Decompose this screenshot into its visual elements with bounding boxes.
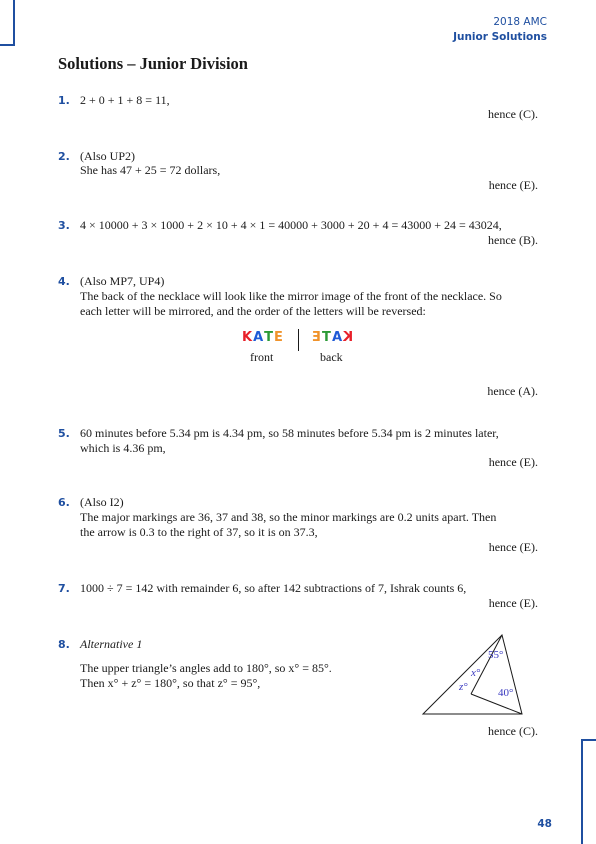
corner-decoration-top	[0, 0, 15, 46]
question-number-6: 6.	[58, 496, 70, 509]
necklace-letter: E	[274, 330, 284, 345]
necklace-letter-mirrored: K	[341, 330, 353, 345]
question-number-2: 2.	[58, 150, 70, 163]
q2-note: (Also UP2)	[80, 149, 136, 163]
necklace-letter: K	[242, 330, 254, 345]
q4-text-line1: The back of the necklace will look like the mirror image of the front of the necklace. So	[80, 289, 502, 303]
q4-note: (Also MP7, UP4)	[80, 274, 165, 288]
header-year: 2018 AMC	[493, 16, 547, 28]
inner-line	[471, 694, 522, 714]
necklace-front	[242, 330, 284, 345]
question-number-5: 5.	[58, 427, 70, 440]
q4-text-line2: each letter will be mirrored, and the order of the letters will be reversed:	[80, 304, 426, 318]
q5-text-line2: which is 4.36 pm,	[80, 441, 166, 455]
q6-answer: hence (E).	[488, 540, 538, 554]
necklace-letter: A	[253, 330, 265, 345]
q8-text-line2: Then x° + z° = 180°, so that z° = 95°,	[80, 676, 261, 690]
q8-text-line1: The upper triangle’s angles add to 180°, so x° = 85°.	[80, 661, 332, 675]
necklace-letter-mirrored: E	[311, 330, 321, 345]
necklace-back	[311, 330, 353, 345]
q1-answer: hence (C).	[488, 107, 538, 121]
q2-text: She has 47 + 25 = 72 dollars,	[80, 163, 221, 177]
q7-answer: hence (E).	[488, 596, 538, 610]
question-number-3: 3.	[58, 219, 70, 232]
question-number-8: 8.	[58, 638, 70, 651]
q4-answer: hence (A).	[487, 384, 538, 398]
angle-label-z: z°	[459, 681, 468, 693]
q1-text: 2 + 0 + 1 + 8 = 11,	[80, 93, 170, 107]
q5-answer: hence (E).	[488, 455, 538, 469]
angle-label-40: 40°	[498, 687, 514, 699]
mirror-divider	[298, 329, 299, 351]
necklace-letter-mirrored: T	[320, 330, 331, 345]
angle-label-55: 55°	[488, 649, 504, 661]
page-number: 48	[537, 818, 552, 830]
back-label: back	[320, 350, 343, 364]
necklace-letter-mirrored: A	[330, 330, 342, 345]
question-number-1: 1.	[58, 94, 70, 107]
triangle-diagram	[420, 632, 538, 718]
q8-alternative-heading: Alternative 1	[80, 637, 143, 651]
corner-decoration-bottom	[581, 739, 596, 844]
q6-note: (Also I2)	[80, 495, 124, 509]
q5-text-line1: 60 minutes before 5.34 pm is 4.34 pm, so 58 minutes before 5.34 pm is 2 minutes later,	[80, 426, 499, 440]
question-number-7: 7.	[58, 582, 70, 595]
q7-text: 1000 ÷ 7 = 142 with remainder 6, so after 142 subtractions of 7, Ishrak counts 6,	[80, 581, 467, 595]
header-section: Junior Solutions	[453, 31, 547, 43]
necklace-letter: T	[264, 330, 275, 345]
question-number-4: 4.	[58, 275, 70, 288]
angle-label-x: x°	[471, 667, 481, 679]
q3-text: 4 × 10000 + 3 × 1000 + 2 × 10 + 4 × 1 = 40000 + 3000 + 20 + 4 = 43000 + 24 = 43024,	[80, 218, 502, 232]
inner-line	[471, 635, 502, 694]
q6-text-line1: The major markings are 36, 37 and 38, so the minor markings are 0.2 units apart. Then	[80, 510, 497, 524]
q8-answer: hence (C).	[488, 724, 538, 738]
front-label: front	[250, 350, 274, 364]
q2-answer: hence (E).	[488, 178, 538, 192]
q6-text-line2: the arrow is 0.3 to the right of 37, so it is on 37.3,	[80, 525, 318, 539]
q3-answer: hence (B).	[488, 233, 538, 247]
page-title: Solutions – Junior Division	[58, 54, 248, 73]
